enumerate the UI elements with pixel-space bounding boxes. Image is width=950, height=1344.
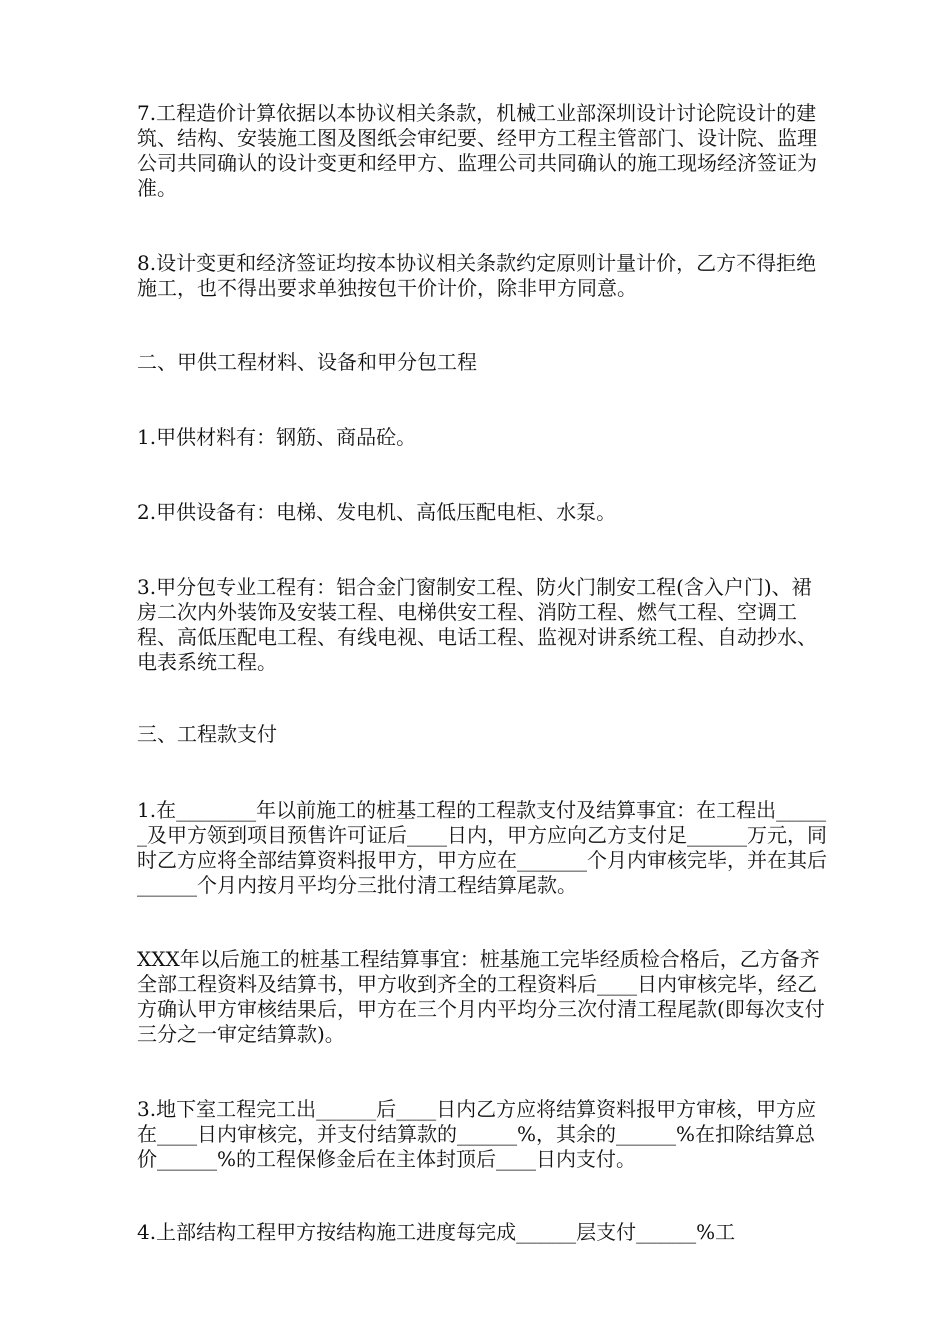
paragraph-superstructure-payment: 4.上部结构工程甲方按结构施工进度每完成______层支付______%工 bbox=[137, 1220, 736, 1244]
paragraph-owner-subcontracts: 3.甲分包专业工程有：铝合金门窗制安工程、防火门制安工程(含入户门)、裙房二次内外装饰及安装工程、电梯供安工程、消防工程、燃气工程、空调工程、高低压配电工程、有线电视、电话工程、监视对讲系统工程、自动抄水、电表系统工程。 bbox=[137, 575, 817, 674]
paragraph-cost-basis: 7.工程造价计算依据以本协议相关条款，机械工业部深圳设计讨论院设计的建筑、结构、安装施工图及图纸会审纪要、经甲方工程主管部门、设计院、监理公司共同确认的设计变更和经甲方、监理公司共同确认的施工现场经济签证为准。 bbox=[137, 101, 817, 200]
paragraph-owner-materials: 1.甲供材料有：钢筋、商品砼。 bbox=[137, 425, 417, 449]
paragraph-design-changes: 8.设计变更和经济签证均按本协议相关条款约定原则计量计价，乙方不得拒绝施工，也不得出要求单独按包干价计价，除非甲方同意。 bbox=[137, 251, 817, 300]
paragraph-pile-settlement: XXX年以后施工的桩基工程结算事宜：桩基施工完毕经质检合格后，乙方备齐全部工程资料及结算书，甲方收到齐全的工程资料后____日内审核完毕，经乙方确认甲方审核结果后，甲方在三个月内平均分三次付清工程尾款(即每次支付三分之一审定结算款)。 bbox=[137, 947, 825, 1046]
paragraph-basement-payment: 3.地下室工程完工出______后____日内乙方应将结算资料报甲方审核，甲方应在____日内审核完，并支付结算款的______%，其余的______%在扣除结算总价______%的工程保修金后在主体封顶后____日内支付。 bbox=[137, 1097, 817, 1171]
section-heading-payment: 三、工程款支付 bbox=[137, 722, 277, 746]
paragraph-pile-payment: 1.在________年以前施工的桩基工程的工程款支付及结算事宜：在工程出______及甲方领到项目预售许可证后____日内，甲方应向乙方支付足______万元，同时乙方应将全部结算资料报甲方，甲方应在_______个月内审核完毕，并在其后______个月内按月平均分三批付清工程结算尾款。 bbox=[137, 798, 827, 897]
section-heading-owner-supplied: 二、甲供工程材料、设备和甲分包工程 bbox=[137, 350, 477, 374]
paragraph-owner-equipment: 2.甲供设备有：电梯、发电机、高低压配电柜、水泵。 bbox=[137, 500, 617, 524]
